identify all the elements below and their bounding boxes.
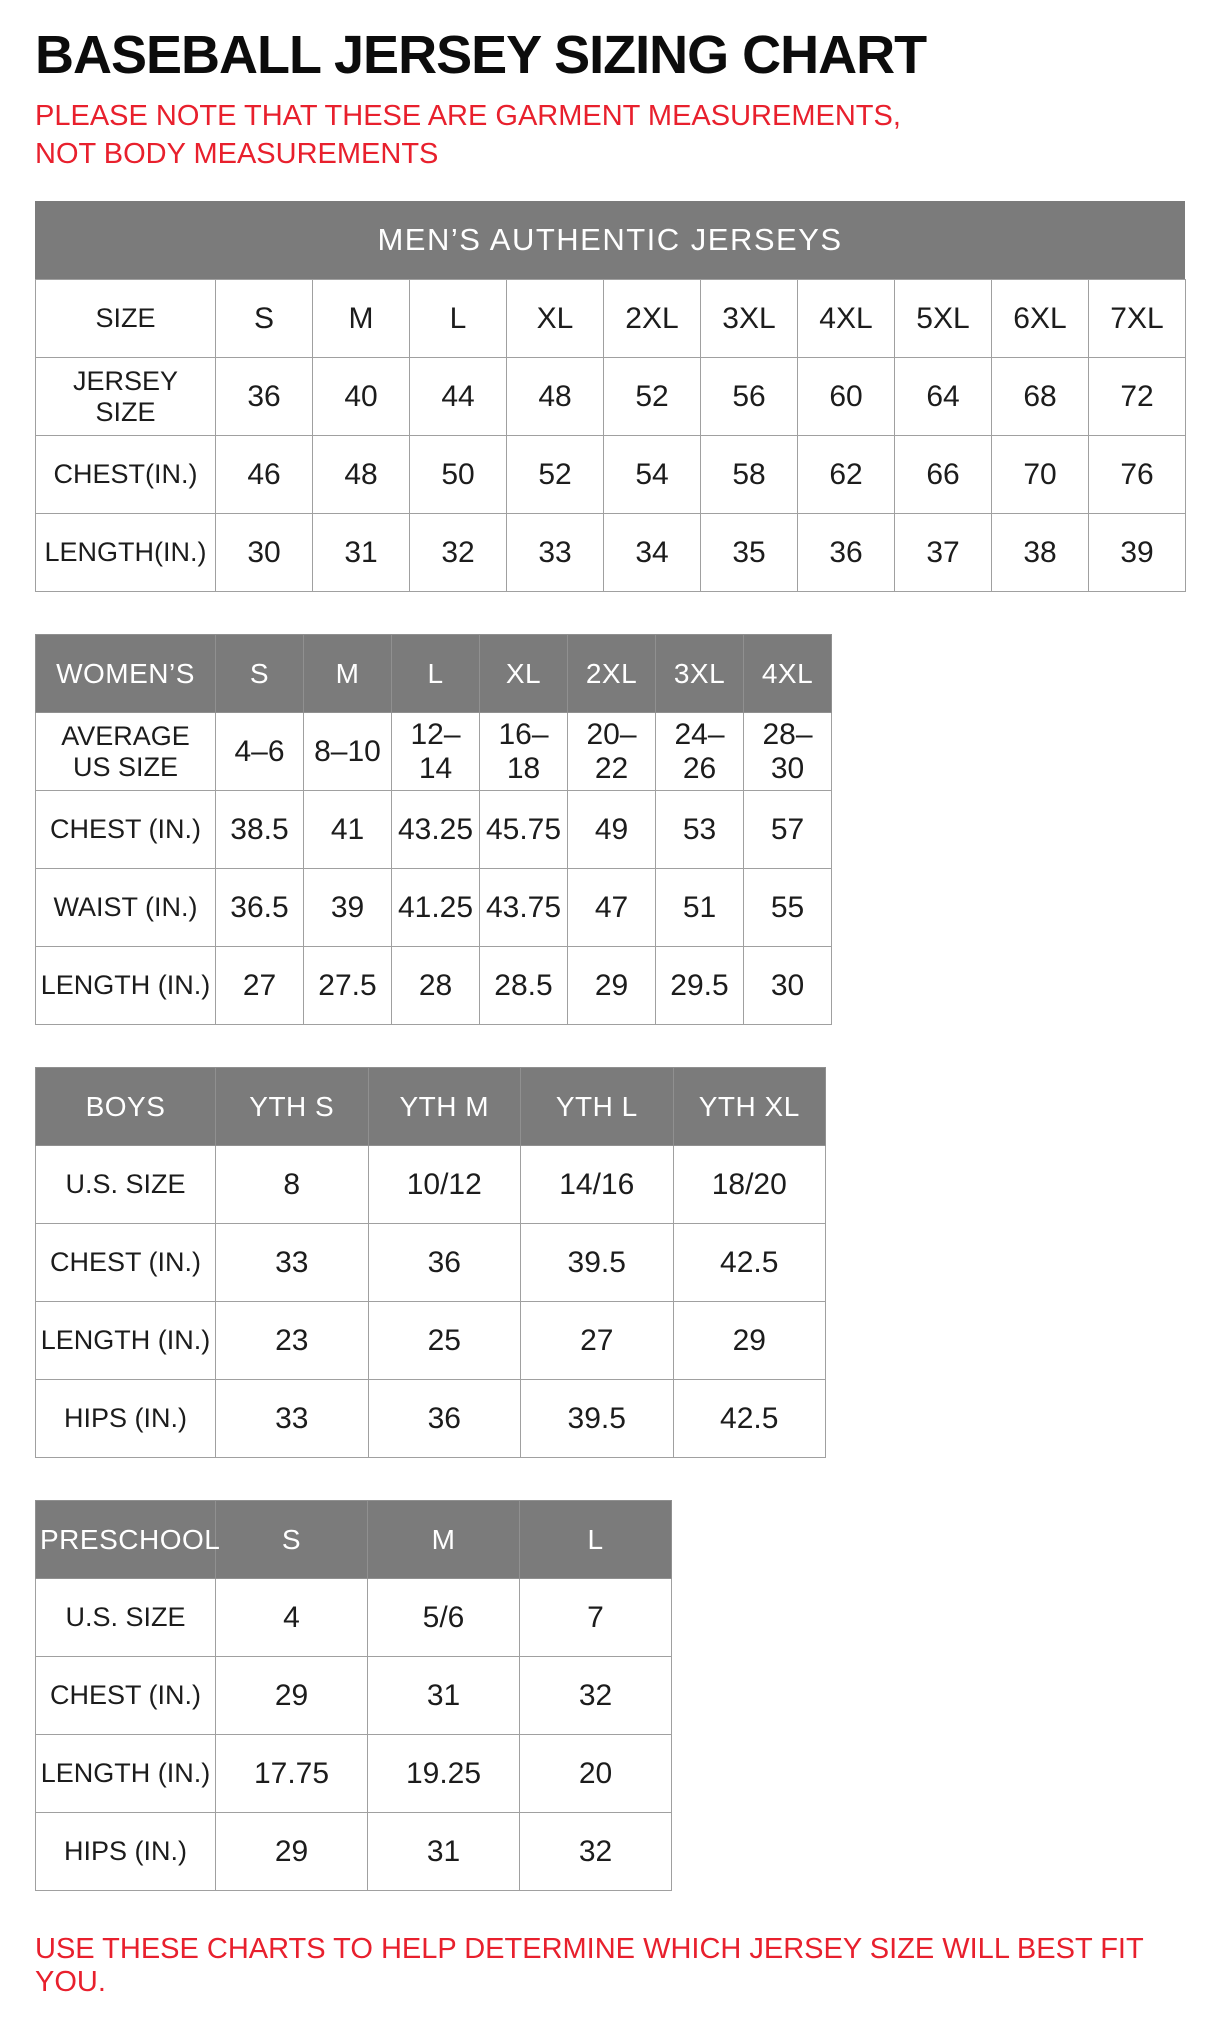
mens-cell: 44 — [410, 358, 507, 436]
preschool-row-label: U.S. SIZE — [36, 1579, 216, 1657]
mens-cell: 48 — [313, 436, 410, 514]
preschool-cell: 4 — [216, 1579, 368, 1657]
boys-cell: 39.5 — [521, 1224, 674, 1302]
mens-cell: 36 — [798, 514, 895, 592]
boys-cell: 42.5 — [673, 1380, 826, 1458]
boys-cell: 39.5 — [521, 1380, 674, 1458]
womens-cell: 39 — [304, 869, 392, 947]
boys-cell: 33 — [216, 1380, 369, 1458]
boys-row-label: CHEST (IN.) — [36, 1224, 216, 1302]
boys-cell: 27 — [521, 1302, 674, 1380]
preschool-header-cell: L — [520, 1501, 672, 1579]
boys-header-label: BOYS — [36, 1068, 216, 1146]
boys-cell: 42.5 — [673, 1224, 826, 1302]
womens-cell: 36.5 — [216, 869, 304, 947]
womens-cell: 30 — [744, 947, 832, 1025]
womens-cell: 41.25 — [392, 869, 480, 947]
mens-cell: XL — [507, 280, 604, 358]
mens-cell: 35 — [701, 514, 798, 592]
boys-row-label: U.S. SIZE — [36, 1146, 216, 1224]
womens-row — [36, 791, 832, 869]
mens-cell: 36 — [216, 358, 313, 436]
preschool-row-label: LENGTH (IN.) — [36, 1735, 216, 1813]
boys-cell: 25 — [368, 1302, 521, 1380]
preschool-section — [35, 1500, 1185, 1891]
page-title: BASEBALL JERSEY SIZING CHART — [35, 25, 927, 85]
mens-cell: 68 — [992, 358, 1089, 436]
mens-cell: 62 — [798, 436, 895, 514]
womens-cell: 28 — [392, 947, 480, 1025]
mens-table — [35, 279, 1186, 592]
womens-cell: 24–26 — [656, 713, 744, 791]
preschool-row — [36, 1657, 672, 1735]
mens-row-label: SIZE — [36, 280, 216, 358]
mens-row — [36, 280, 1186, 358]
mens-cell: 66 — [895, 436, 992, 514]
womens-cell: 51 — [656, 869, 744, 947]
mens-cell: 52 — [604, 358, 701, 436]
womens-cell: 55 — [744, 869, 832, 947]
womens-cell: 49 — [568, 791, 656, 869]
preschool-header-cell: M — [368, 1501, 520, 1579]
womens-cell: 27.5 — [304, 947, 392, 1025]
womens-row-label: CHEST (IN.) — [36, 791, 216, 869]
mens-cell: 50 — [410, 436, 507, 514]
mens-section — [35, 201, 1185, 592]
mens-cell: 30 — [216, 514, 313, 592]
boys-header-cell: YTH M — [368, 1068, 521, 1146]
boys-cell: 18/20 — [673, 1146, 826, 1224]
womens-cell: 38.5 — [216, 791, 304, 869]
preschool-row — [36, 1579, 672, 1657]
mens-cell: 7XL — [1089, 280, 1186, 358]
boys-row-label: LENGTH (IN.) — [36, 1302, 216, 1380]
boys-row — [36, 1224, 826, 1302]
boys-row-label: HIPS (IN.) — [36, 1380, 216, 1458]
mens-cell: 52 — [507, 436, 604, 514]
womens-cell: 53 — [656, 791, 744, 869]
preschool-cell: 7 — [520, 1579, 672, 1657]
preschool-cell: 32 — [520, 1813, 672, 1891]
mens-cell: 34 — [604, 514, 701, 592]
mens-cell: 31 — [313, 514, 410, 592]
womens-cell: 47 — [568, 869, 656, 947]
mens-cell: 70 — [992, 436, 1089, 514]
preschool-row-label: HIPS (IN.) — [36, 1813, 216, 1891]
womens-cell: 28.5 — [480, 947, 568, 1025]
preschool-cell: 31 — [368, 1657, 520, 1735]
womens-row-label: WAIST (IN.) — [36, 869, 216, 947]
womens-cell: 29.5 — [656, 947, 744, 1025]
boys-table — [35, 1067, 826, 1458]
boys-row — [36, 1380, 826, 1458]
mens-row — [36, 514, 1186, 592]
womens-cell: 16–18 — [480, 713, 568, 791]
womens-cell: 4–6 — [216, 713, 304, 791]
womens-row-label: AVERAGE US SIZE — [36, 713, 216, 791]
mens-cell: 4XL — [798, 280, 895, 358]
womens-header-label: WOMEN’S — [36, 635, 216, 713]
boys-cell: 14/16 — [521, 1146, 674, 1224]
womens-row — [36, 869, 832, 947]
mens-cell: 33 — [507, 514, 604, 592]
mens-cell: 3XL — [701, 280, 798, 358]
boys-cell: 8 — [216, 1146, 369, 1224]
mens-cell: 60 — [798, 358, 895, 436]
mens-banner: MEN’S AUTHENTIC JERSEYS — [35, 201, 1185, 279]
preschool-cell: 32 — [520, 1657, 672, 1735]
preschool-header-row — [36, 1501, 672, 1579]
mens-row-label: CHEST(IN.) — [36, 436, 216, 514]
womens-table — [35, 634, 832, 1025]
mens-row-label: JERSEY SIZE — [36, 358, 216, 436]
preschool-cell: 20 — [520, 1735, 672, 1813]
womens-cell: 57 — [744, 791, 832, 869]
mens-cell: 72 — [1089, 358, 1186, 436]
preschool-cell: 19.25 — [368, 1735, 520, 1813]
womens-header-cell: XL — [480, 635, 568, 713]
mens-cell: S — [216, 280, 313, 358]
preschool-cell: 5/6 — [368, 1579, 520, 1657]
womens-cell: 29 — [568, 947, 656, 1025]
footer-note: USE THESE CHARTS TO HELP DETERMINE WHICH JERSEY SIZE WILL BEST FIT YOU. — [35, 1933, 1144, 1999]
womens-cell: 8–10 — [304, 713, 392, 791]
preschool-cell: 31 — [368, 1813, 520, 1891]
womens-header-cell: S — [216, 635, 304, 713]
womens-row — [36, 947, 832, 1025]
mens-row — [36, 358, 1186, 436]
measurement-note: PLEASE NOTE THAT THESE ARE GARMENT MEASUREMENTS, NOT BODY MEASUREMENTS — [35, 100, 901, 170]
womens-header-cell: 2XL — [568, 635, 656, 713]
boys-row — [36, 1146, 826, 1224]
boys-header-row — [36, 1068, 826, 1146]
mens-cell: 6XL — [992, 280, 1089, 358]
womens-header-cell: L — [392, 635, 480, 713]
mens-cell: 37 — [895, 514, 992, 592]
womens-cell: 43.75 — [480, 869, 568, 947]
mens-cell: M — [313, 280, 410, 358]
womens-cell: 12–14 — [392, 713, 480, 791]
womens-header-row — [36, 635, 832, 713]
mens-cell: 5XL — [895, 280, 992, 358]
mens-cell: 40 — [313, 358, 410, 436]
womens-section — [35, 634, 1185, 1025]
womens-header-cell: 3XL — [656, 635, 744, 713]
boys-cell: 36 — [368, 1380, 521, 1458]
boys-cell: 36 — [368, 1224, 521, 1302]
mens-cell: 39 — [1089, 514, 1186, 592]
boys-cell: 33 — [216, 1224, 369, 1302]
preschool-cell: 29 — [216, 1657, 368, 1735]
womens-cell: 41 — [304, 791, 392, 869]
boys-cell: 29 — [673, 1302, 826, 1380]
boys-header-cell: YTH L — [521, 1068, 674, 1146]
womens-cell: 43.25 — [392, 791, 480, 869]
preschool-header-cell: S — [216, 1501, 368, 1579]
mens-cell: 58 — [701, 436, 798, 514]
womens-row-label: LENGTH (IN.) — [36, 947, 216, 1025]
preschool-cell: 29 — [216, 1813, 368, 1891]
boys-header-cell: YTH XL — [673, 1068, 826, 1146]
mens-cell: 48 — [507, 358, 604, 436]
womens-row — [36, 713, 832, 791]
mens-cell: 56 — [701, 358, 798, 436]
mens-cell: 2XL — [604, 280, 701, 358]
womens-header-cell: M — [304, 635, 392, 713]
preschool-cell: 17.75 — [216, 1735, 368, 1813]
mens-cell: 46 — [216, 436, 313, 514]
mens-cell: 32 — [410, 514, 507, 592]
boys-cell: 10/12 — [368, 1146, 521, 1224]
mens-cell: 54 — [604, 436, 701, 514]
mens-row-label: LENGTH(IN.) — [36, 514, 216, 592]
preschool-header-label: PRESCHOOL — [36, 1501, 216, 1579]
womens-cell: 27 — [216, 947, 304, 1025]
mens-cell: L — [410, 280, 507, 358]
preschool-table — [35, 1500, 672, 1891]
boys-header-cell: YTH S — [216, 1068, 369, 1146]
boys-section — [35, 1067, 1185, 1458]
boys-row — [36, 1302, 826, 1380]
mens-cell: 38 — [992, 514, 1089, 592]
preschool-row — [36, 1813, 672, 1891]
womens-cell: 28–30 — [744, 713, 832, 791]
boys-cell: 23 — [216, 1302, 369, 1380]
womens-cell: 45.75 — [480, 791, 568, 869]
womens-cell: 20–22 — [568, 713, 656, 791]
mens-cell: 76 — [1089, 436, 1186, 514]
mens-row — [36, 436, 1186, 514]
preschool-row — [36, 1735, 672, 1813]
womens-header-cell: 4XL — [744, 635, 832, 713]
preschool-row-label: CHEST (IN.) — [36, 1657, 216, 1735]
mens-cell: 64 — [895, 358, 992, 436]
